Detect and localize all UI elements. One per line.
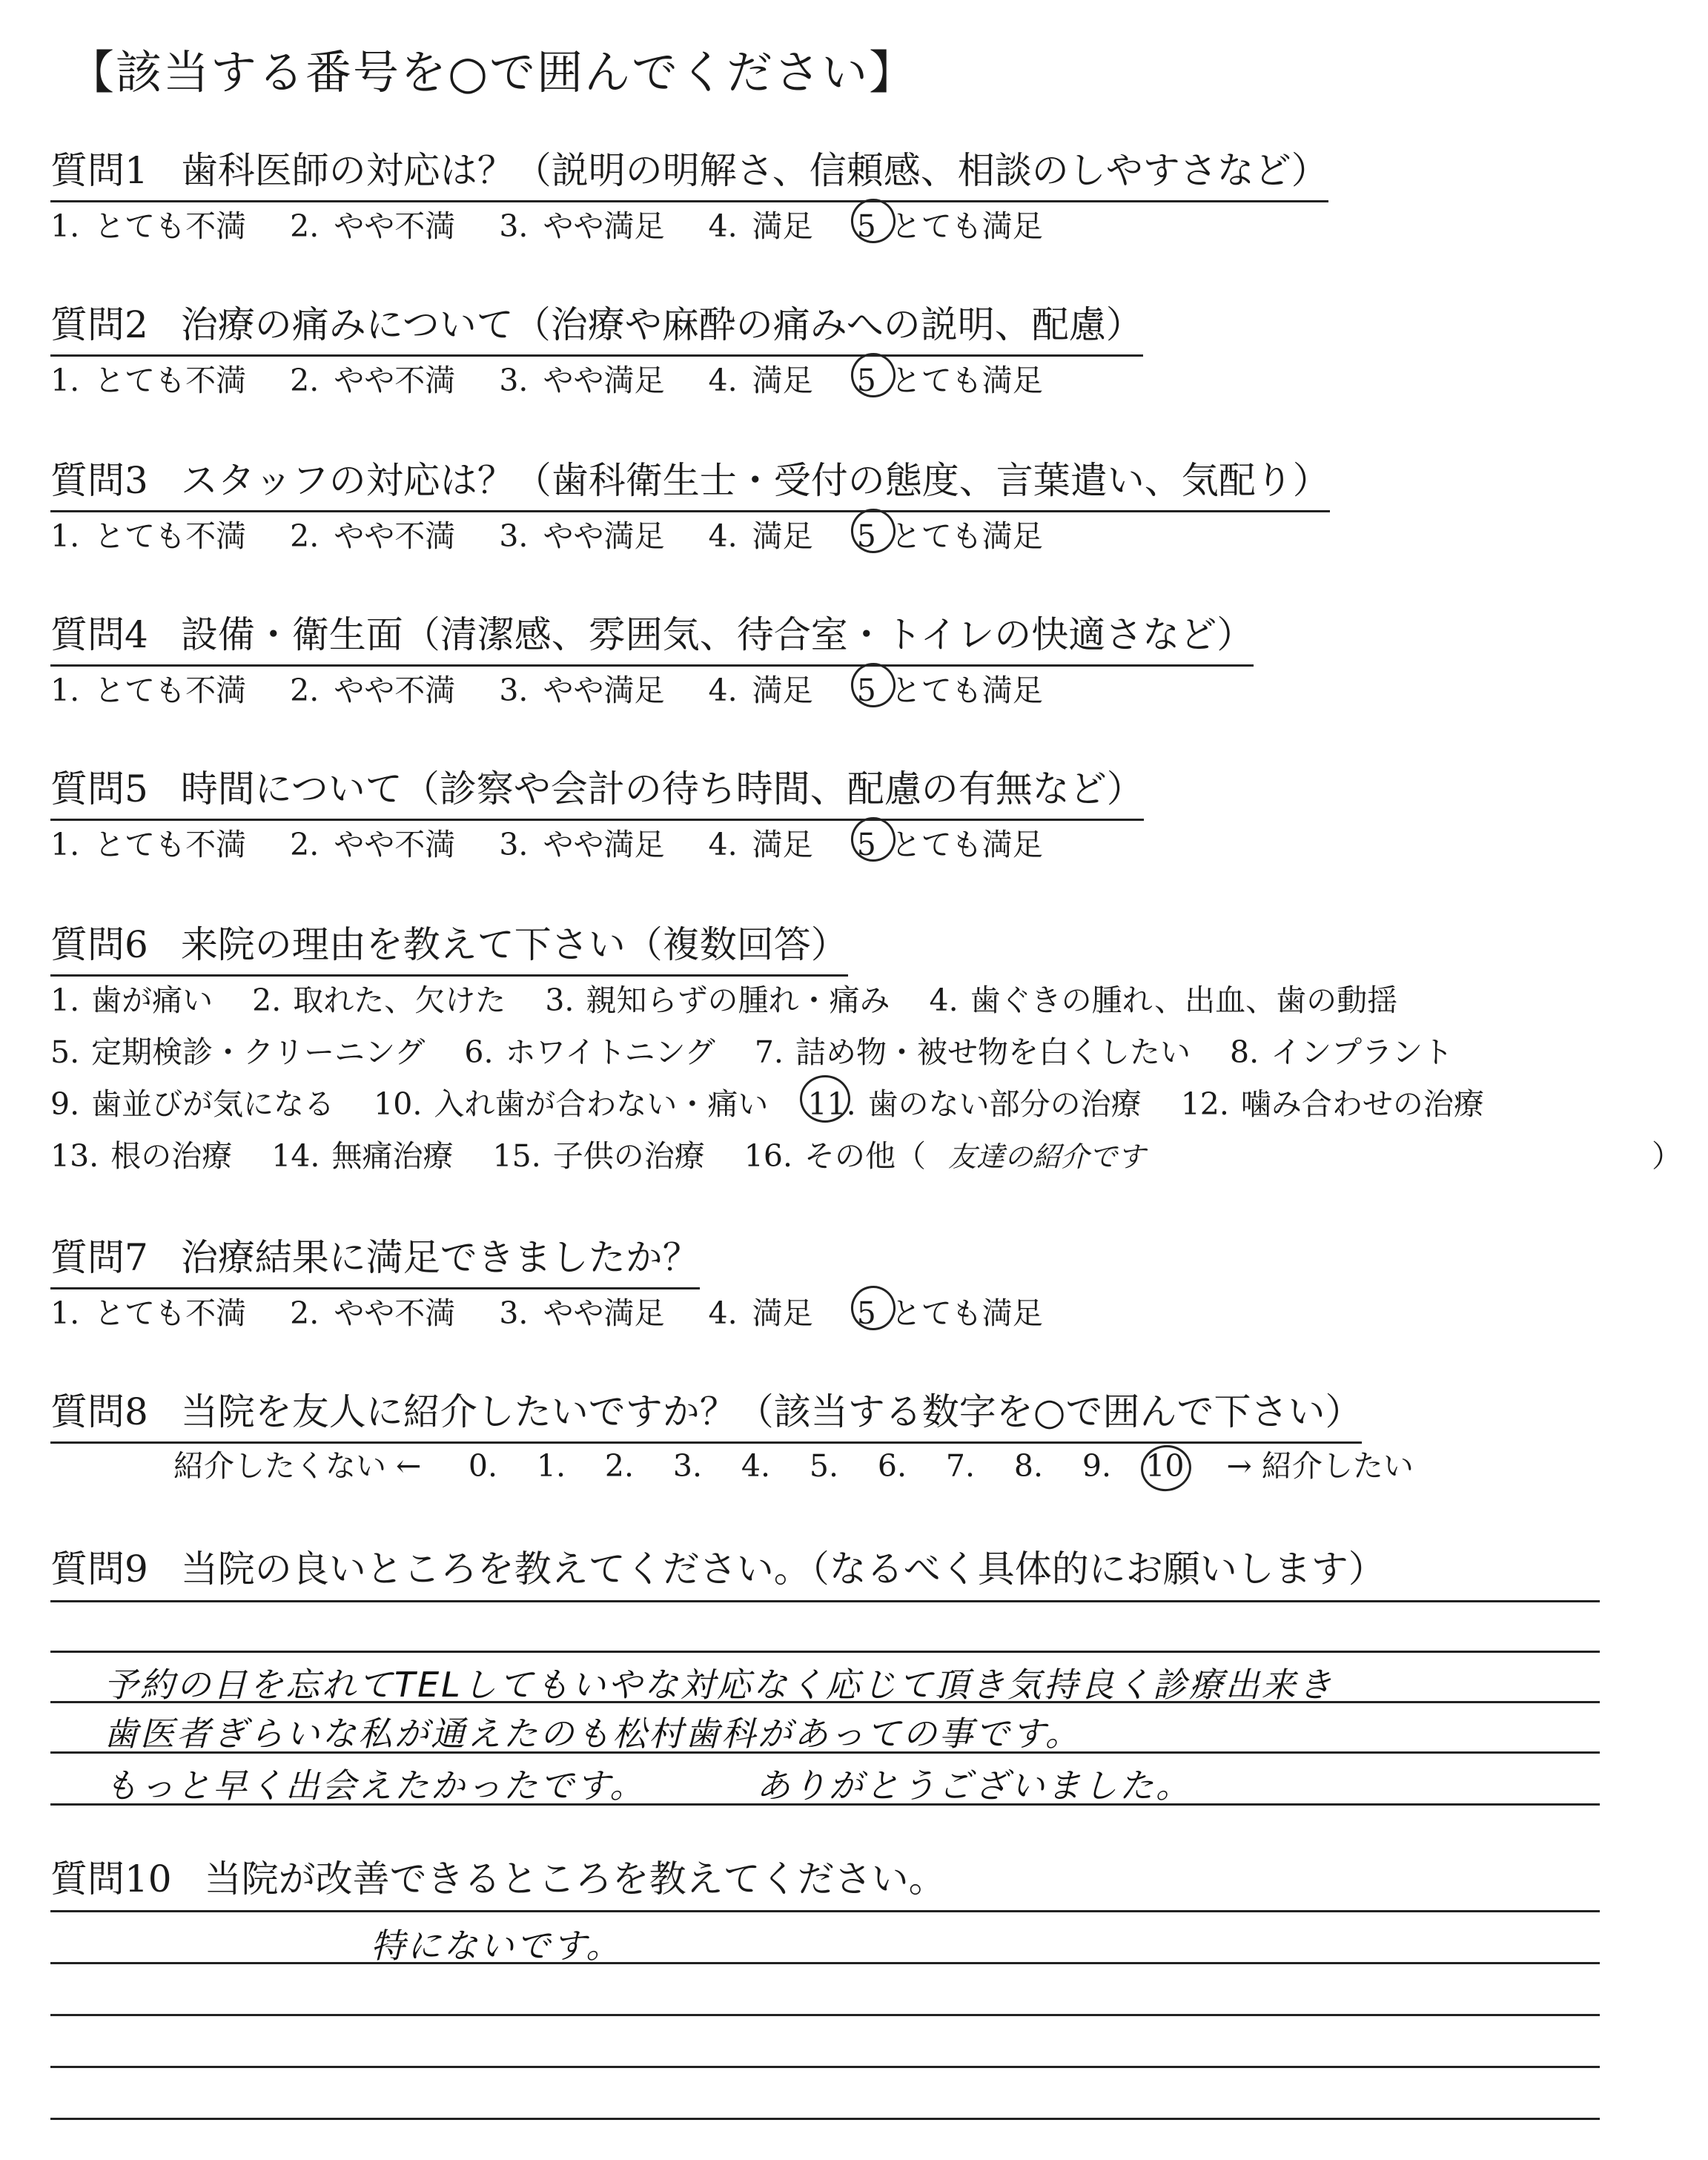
option-3[interactable]: 3. やや満足 <box>499 518 665 554</box>
handwritten-answer-line-3[interactable]: もっと早く出会えたかったです。 <box>104 1766 646 1806</box>
question-2-options <box>50 356 1077 400</box>
answer-line <box>50 1910 1600 1912</box>
recommend-scale <box>156 1441 1431 1485</box>
question-3-heading <box>50 451 1330 512</box>
reason-12[interactable]: 12. 噛み合わせの治療 <box>1180 1086 1484 1122</box>
scale-value-9[interactable]: 9. <box>1082 1448 1111 1484</box>
reason-11-circled[interactable]: 11. 歯のない部分の治療 <box>807 1086 1142 1122</box>
question-text: 設備・衛生面（清潔感、雰囲気、待合室・トイレの快適さなど） <box>180 613 1254 656</box>
option-4[interactable]: 4. 満足 <box>708 363 813 398</box>
question-text: 当院を友人に紹介したいですか？（該当する数字を○で囲んで下さい） <box>180 1390 1363 1433</box>
question-text: 歯科医師の対応は？（説明の明解さ、信頼感、相談のしやすさなど） <box>180 149 1328 192</box>
question-4-heading <box>50 605 1254 667</box>
option-3[interactable]: 3. やや満足 <box>499 827 665 862</box>
option-3[interactable]: 3. やや満足 <box>499 363 665 398</box>
reasons-row-4 <box>50 1132 1682 1175</box>
scale-value-5[interactable]: 5. <box>809 1448 838 1484</box>
option-2[interactable]: 2. やや不満 <box>290 363 456 398</box>
other-reason-handwritten[interactable]: 友達の紹介です <box>948 1140 1146 1173</box>
option-5-circled[interactable]: 5 とても満足 <box>856 673 1043 708</box>
reason-3[interactable]: 3. 親知らずの腫れ・痛み <box>545 982 890 1018</box>
question-text: 当院の良いところを教えてください。（なるべく具体的にお願いします） <box>180 1548 1386 1591</box>
reason-4[interactable]: 4. 歯ぐきの腫れ、出血、歯の動揺 <box>929 982 1398 1018</box>
question-4-options <box>50 666 1077 710</box>
question-7-heading <box>50 1228 700 1289</box>
page-title: 【該当する番号を○で囲んでください】 <box>68 45 917 99</box>
answer-line <box>50 1600 1600 1602</box>
scale-value-2[interactable]: 2. <box>604 1448 634 1484</box>
option-4[interactable]: 4. 満足 <box>708 518 813 554</box>
scale-value-1[interactable]: 1. <box>536 1448 566 1484</box>
question-8-heading <box>50 1382 1362 1444</box>
answer-line <box>50 1651 1600 1653</box>
option-1[interactable]: 1. とても不満 <box>50 673 247 708</box>
question-number: 質問4 <box>50 613 148 656</box>
question-number: 質問6 <box>50 923 148 966</box>
option-4[interactable]: 4. 満足 <box>708 827 813 862</box>
reason-15[interactable]: 15. 子供の治療 <box>492 1138 705 1174</box>
other-paren-close: ） <box>1652 1138 1682 1174</box>
question-6-heading <box>50 915 848 977</box>
question-5-heading <box>50 759 1144 821</box>
reasons-row-3 <box>50 1080 1514 1123</box>
answer-line <box>50 2014 1600 2016</box>
question-1-options <box>50 202 1077 245</box>
question-text: スタッフの対応は？（歯科衛生士・受付の態度、言葉遣い、気配り） <box>180 459 1330 502</box>
handwritten-answer-line-2[interactable]: 歯医者ぎらいな私が通えたのも松村歯科があっての事です。 <box>104 1714 1082 1754</box>
reason-5[interactable]: 5. 定期検診・クリーニング <box>50 1034 426 1070</box>
question-number: 質問9 <box>50 1548 148 1591</box>
reason-2[interactable]: 2. 取れた、欠けた <box>252 982 506 1018</box>
question-number: 質問3 <box>50 459 148 502</box>
option-1[interactable]: 1. とても不満 <box>50 518 247 554</box>
option-1[interactable]: 1. とても不満 <box>50 363 247 398</box>
question-2-heading <box>50 295 1143 357</box>
reason-8[interactable]: 8. インプラント <box>1230 1034 1454 1070</box>
handwritten-improvement-answer[interactable]: 特にないです。 <box>371 1926 623 1966</box>
option-5-circled[interactable]: 5 とても満足 <box>856 208 1043 244</box>
reason-16-other[interactable]: 16. その他（ <box>744 1138 927 1174</box>
question-9-heading <box>50 1539 1386 1593</box>
option-1[interactable]: 1. とても不満 <box>50 1295 247 1331</box>
scale-value-4[interactable]: 4. <box>741 1448 770 1484</box>
scale-value-10-circled[interactable]: 10 <box>1131 1448 1199 1484</box>
reasons-row-2 <box>50 1028 1483 1071</box>
scale-value-6[interactable]: 6. <box>877 1448 907 1484</box>
question-text: 来院の理由を教えて下さい（複数回答） <box>180 923 848 966</box>
question-text: 時間について（診察や会計の待ち時間、配慮の有無など） <box>180 767 1144 810</box>
reason-9[interactable]: 9. 歯並びが気になる <box>50 1086 335 1122</box>
option-3[interactable]: 3. やや満足 <box>499 673 665 708</box>
handwritten-answer-line-4[interactable]: ありがとうございました。 <box>756 1766 1192 1806</box>
question-number: 質問1 <box>50 149 148 192</box>
question-text: 治療結果に満足できましたか？ <box>180 1236 700 1279</box>
option-2[interactable]: 2. やや不満 <box>290 208 456 244</box>
option-4[interactable]: 4. 満足 <box>708 673 813 708</box>
reason-14[interactable]: 14. 無痛治療 <box>271 1138 454 1174</box>
option-2[interactable]: 2. やや不満 <box>290 1295 456 1331</box>
scale-value-7[interactable]: 7. <box>945 1448 975 1484</box>
option-1[interactable]: 1. とても不満 <box>50 208 247 244</box>
scale-right-label: → 紹介したい <box>1226 1448 1414 1484</box>
question-number: 質問7 <box>50 1236 148 1279</box>
reasons-row-1 <box>50 976 1427 1020</box>
question-text: 治療の痛みについて（治療や麻酔の痛みへの説明、配慮） <box>180 303 1143 346</box>
question-number: 質問5 <box>50 767 148 810</box>
scale-value-0[interactable]: 0. <box>468 1448 497 1484</box>
question-text: 当院が改善できるところを教えてください。 <box>204 1857 946 1900</box>
scale-value-8[interactable]: 8. <box>1013 1448 1043 1484</box>
option-2[interactable]: 2. やや不満 <box>290 673 456 708</box>
reason-1[interactable]: 1. 歯が痛い <box>50 982 214 1018</box>
option-4[interactable]: 4. 満足 <box>708 208 813 244</box>
reason-10[interactable]: 10. 入れ歯が合わない・痛い <box>374 1086 769 1122</box>
question-5-options <box>50 820 1077 864</box>
option-1[interactable]: 1. とても不満 <box>50 827 247 862</box>
answer-line <box>50 2066 1600 2068</box>
question-number: 質問8 <box>50 1390 148 1433</box>
option-2[interactable]: 2. やや不満 <box>290 827 456 862</box>
reason-13[interactable]: 13. 根の治療 <box>50 1138 233 1174</box>
answer-line <box>50 2118 1600 2120</box>
scale-left-label: 紹介したくない ← <box>173 1448 422 1484</box>
reason-7[interactable]: 7. 詰め物・被せ物を白くしたい <box>754 1034 1191 1070</box>
question-1-heading <box>50 141 1328 202</box>
option-5-circled[interactable]: 5 とても満足 <box>856 1295 1043 1331</box>
handwritten-answer-line-1[interactable]: 予約の日を忘れてTELしてもいやな対応なく応じて頂き気持良く診療出来き <box>104 1665 1334 1705</box>
question-7-options <box>50 1289 1077 1332</box>
option-2[interactable]: 2. やや不満 <box>290 518 456 554</box>
scale-value-3[interactable]: 3. <box>672 1448 702 1484</box>
question-number: 質問10 <box>50 1857 172 1900</box>
option-4[interactable]: 4. 満足 <box>708 1295 813 1331</box>
question-3-options <box>50 512 1077 555</box>
option-3[interactable]: 3. やや満足 <box>499 208 665 244</box>
option-5-circled[interactable]: 5 とても満足 <box>856 827 1043 862</box>
option-3[interactable]: 3. やや満足 <box>499 1295 665 1331</box>
answer-line <box>50 1962 1600 1964</box>
option-5-circled[interactable]: 5 とても満足 <box>856 518 1043 554</box>
question-10-heading <box>50 1849 946 1903</box>
question-number: 質問2 <box>50 303 148 346</box>
option-5-circled[interactable]: 5 とても満足 <box>856 363 1043 398</box>
reason-6[interactable]: 6. ホワイトニング <box>464 1034 715 1070</box>
